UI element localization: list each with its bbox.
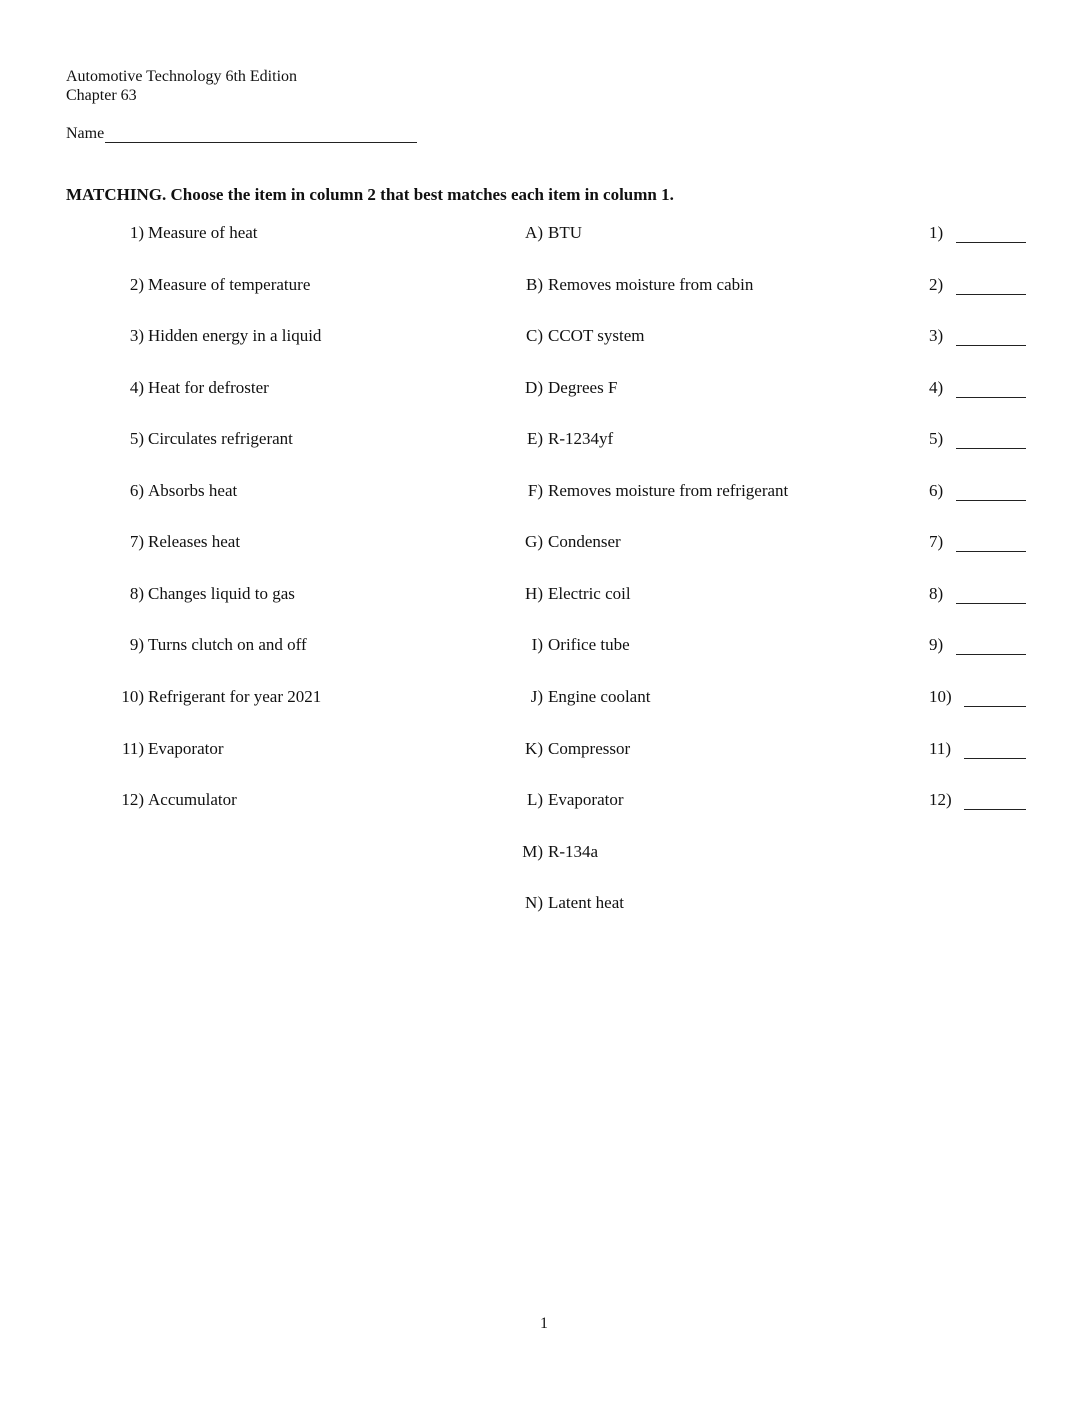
column2-item-letter: G): [525, 532, 543, 552]
column1-item-text: Turns clutch on and off: [148, 635, 307, 655]
answer-blank[interactable]: [956, 603, 1026, 604]
column1-item-text: Absorbs heat: [148, 480, 238, 500]
answer-blank[interactable]: [956, 448, 1026, 449]
answer-blank[interactable]: [956, 294, 1026, 295]
column1-item-text: Refrigerant for year 2021: [148, 686, 322, 706]
column2-item-text: CCOT system: [548, 326, 645, 346]
answer-number: 10): [929, 686, 952, 706]
matching-row: [0, 842, 1088, 866]
name-field: [66, 124, 417, 143]
column2-item-letter: A): [525, 223, 543, 242]
answer-blank[interactable]: [956, 242, 1026, 243]
column1-item-text: Accumulator: [148, 790, 237, 810]
page-number: 1: [540, 1315, 548, 1332]
column2-item-text: Orifice tube: [548, 635, 630, 655]
column1-item-number: 12): [121, 790, 144, 810]
matching-row: [0, 223, 1088, 247]
column1-item-text: Changes liquid to gas: [148, 583, 295, 603]
column1-item-number: 5): [129, 429, 144, 449]
matching-row: [0, 739, 1088, 763]
matching-instructions: MATCHING. Choose the item in column 2 that best matches each item in column 1.: [66, 185, 674, 204]
column2-item-letter: H): [525, 583, 543, 603]
answer-blank[interactable]: [956, 397, 1026, 398]
column1-item-number: 7): [129, 532, 144, 552]
column2-item-letter: M): [522, 841, 543, 861]
matching-row: [0, 584, 1088, 608]
column1-item-number: 2): [129, 274, 144, 294]
column2-item-text: R-134a: [548, 841, 599, 861]
column1-item-number: 4): [129, 377, 144, 397]
answer-number: 3): [929, 326, 944, 346]
column1-item-number: 11): [121, 738, 144, 758]
answer-blank[interactable]: [964, 706, 1026, 707]
column2-item-letter: L): [526, 790, 543, 810]
column2-item-letter: B): [526, 274, 543, 294]
answer-blank[interactable]: [964, 809, 1026, 810]
matching-row: [0, 275, 1088, 299]
name-blank-line[interactable]: [105, 124, 417, 143]
answer-blank[interactable]: [956, 551, 1026, 552]
column1-item-number: 1): [129, 223, 144, 242]
matching-row: [0, 635, 1088, 659]
answer-number: 7): [929, 532, 944, 552]
answer-blank[interactable]: [964, 758, 1026, 759]
column1-item-number: 9): [129, 635, 144, 655]
column1-item-text: Measure of temperature: [148, 274, 311, 294]
column1-item-text: Releases heat: [148, 532, 241, 552]
column1-item-text: Circulates refrigerant: [148, 429, 293, 449]
matching-row: [0, 893, 1088, 917]
matching-row: [0, 326, 1088, 350]
column1-item-number: 8): [129, 583, 144, 603]
matching-row: [0, 687, 1088, 711]
column1-item-text: Measure of heat: [148, 223, 258, 242]
column2-item-text: Removes moisture from refrigerant: [548, 480, 789, 500]
column1-item-number: 10): [121, 686, 144, 706]
column1-item-text: Heat for defroster: [148, 377, 269, 397]
column2-item-text: Latent heat: [548, 893, 624, 913]
column2-item-text: Evaporator: [548, 790, 624, 810]
document-title: Automotive Technology 6th Edition: [66, 68, 298, 85]
answer-blank[interactable]: [956, 500, 1026, 501]
column2-item-text: Degrees F: [548, 377, 618, 397]
column2-item-letter: C): [526, 326, 543, 346]
column2-item-letter: E): [526, 429, 543, 449]
matching-row: [0, 481, 1088, 505]
column1-item-text: Hidden energy in a liquid: [148, 326, 322, 346]
answer-number: 8): [929, 583, 944, 603]
answer-number: 4): [929, 377, 944, 397]
answer-blank[interactable]: [956, 345, 1026, 346]
answer-blank[interactable]: [956, 654, 1026, 655]
column1-item-number: 3): [129, 326, 144, 346]
column1-item-text: Evaporator: [148, 738, 224, 758]
answer-number: 6): [929, 480, 944, 500]
column2-item-letter: N): [525, 893, 543, 913]
matching-row: [0, 429, 1088, 453]
column2-item-text: Electric coil: [548, 583, 631, 603]
column2-item-text: BTU: [548, 223, 582, 242]
column2-item-text: Condenser: [548, 532, 621, 552]
answer-number: 1): [929, 223, 944, 242]
column2-item-text: R-1234yf: [548, 429, 614, 449]
column2-item-letter: K): [525, 738, 543, 758]
column2-item-text: Engine coolant: [548, 686, 651, 706]
matching-row: [0, 532, 1088, 556]
answer-number: 9): [929, 635, 944, 655]
column2-item-text: Removes moisture from cabin: [548, 274, 754, 294]
column1-item-number: 6): [129, 480, 144, 500]
name-label: Name: [66, 125, 105, 142]
matching-row: [0, 790, 1088, 814]
answer-number: 2): [929, 274, 944, 294]
answer-number: 5): [929, 429, 944, 449]
column2-item-letter: J): [530, 686, 543, 706]
matching-row: [0, 378, 1088, 402]
chapter-label: Chapter 63: [66, 87, 137, 104]
column2-item-text: Compressor: [548, 738, 631, 758]
column2-item-letter: D): [525, 377, 543, 397]
column2-item-letter: F): [527, 480, 543, 500]
answer-number: 12): [929, 790, 952, 810]
column2-item-letter: I): [531, 635, 543, 655]
answer-number: 11): [929, 738, 952, 758]
